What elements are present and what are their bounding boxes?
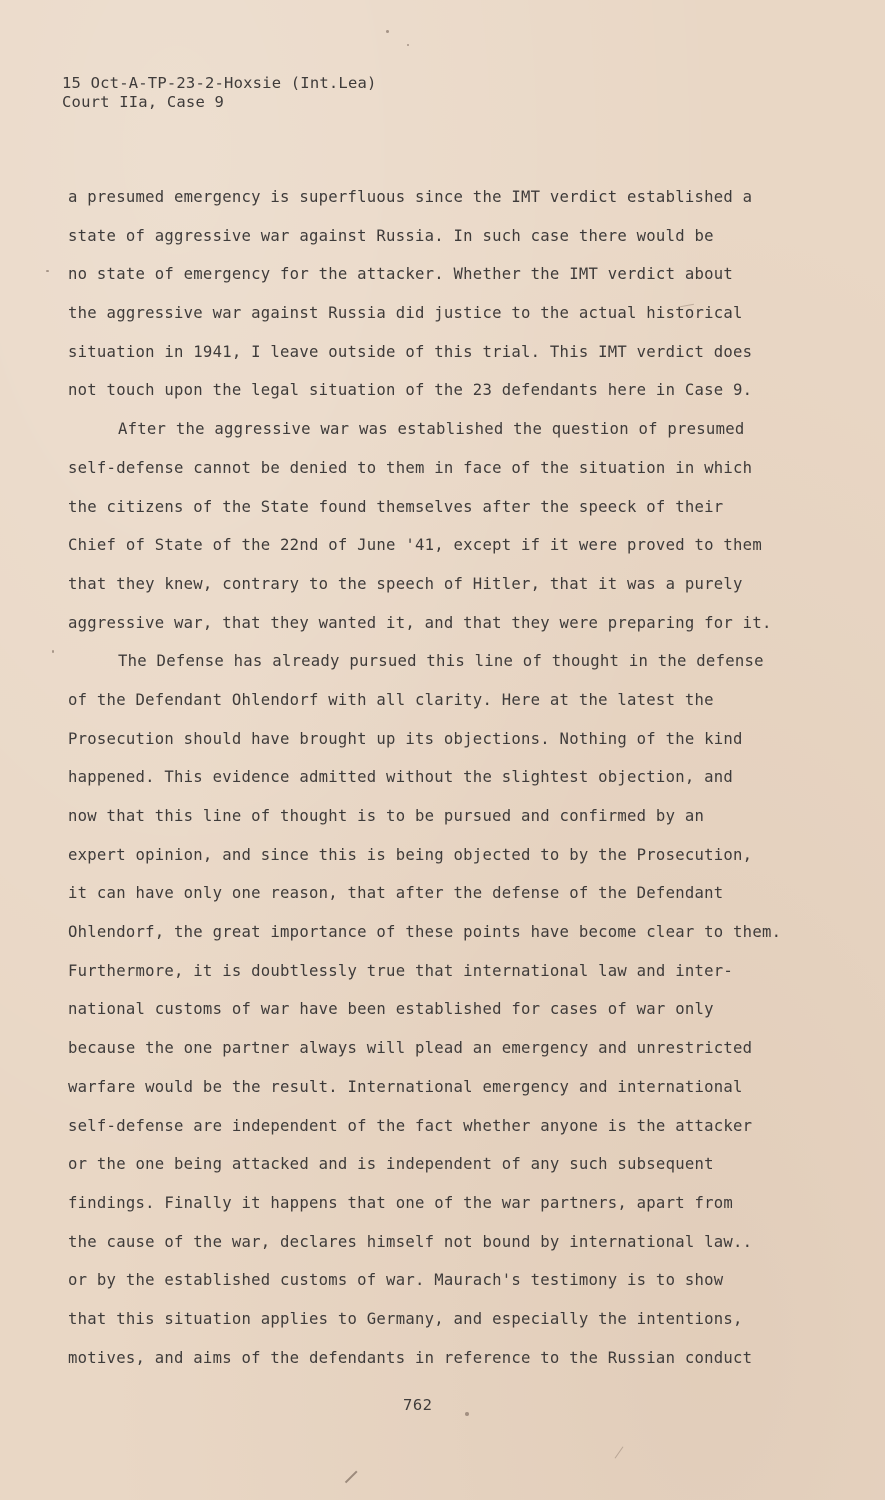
- scan-speck: [52, 650, 54, 653]
- body-line: Furthermore, it is doubtlessly true that international law and inter-: [68, 961, 734, 980]
- body-line: that they knew, contrary to the speech of Hitler, that it was a purely: [68, 574, 743, 593]
- document-body: [68, 185, 808, 1384]
- body-line: self-defense are independent of the fact whether anyone is the attacker: [68, 1116, 753, 1135]
- pen-stroke-mark: [615, 1446, 624, 1458]
- body-line: that this situation applies to Germany, and especially the intentions,: [68, 1309, 743, 1328]
- body-line: no state of emergency for the attacker. Whether the IMT verdict about: [68, 265, 734, 284]
- body-line: self-defense cannot be denied to them in face of the situation in which: [68, 458, 753, 477]
- scan-speck: [407, 44, 409, 46]
- body-line: situation in 1941, I leave outside of this trial. This IMT verdict does: [68, 342, 753, 361]
- document-header: [62, 74, 377, 112]
- pen-stroke-mark: [345, 1471, 357, 1483]
- body-line: Prosecution should have brought up its objections. Nothing of the kind: [68, 729, 743, 748]
- body-line: expert opinion, and since this is being objected to by the Prosecution,: [68, 845, 753, 864]
- body-line: happened. This evidence admitted without the slightest objection, and: [68, 768, 734, 787]
- body-line: warfare would be the result. International emergency and international: [68, 1077, 743, 1096]
- body-line: Ohlendorf, the great importance of these points have become clear to them.: [68, 923, 782, 942]
- body-line: national customs of war have been established for cases of war only: [68, 1000, 714, 1019]
- body-line: or by the established customs of war. Maurach's testimony is to show: [68, 1271, 724, 1290]
- body-line: Chief of State of the 22nd of June '41, except if it were proved to them: [68, 536, 762, 555]
- header-court-line: Court IIa, Case 9: [62, 93, 225, 111]
- body-line: a presumed emergency is superfluous since the IMT verdict established a: [68, 188, 753, 206]
- body-line: not touch upon the legal situation of the 23 defendants here in Case 9.: [68, 381, 753, 400]
- scan-speck: [386, 30, 389, 33]
- body-line: because the one partner always will plead an emergency and unrestricted: [68, 1039, 753, 1058]
- scan-speck: [46, 270, 49, 272]
- body-line: aggressive war, that they wanted it, and that they were preparing for it.: [68, 613, 772, 632]
- body-line: The Defense has already pursued this line of thought in the defense: [118, 652, 764, 671]
- body-line: now that this line of thought is to be pursued and confirmed by an: [68, 807, 705, 825]
- body-line: or the one being attacked and is independent of any such subsequent: [68, 1155, 714, 1174]
- body-line: it can have only one reason, that after the defense of the Defendant: [68, 884, 724, 903]
- body-line: After the aggressive war was established the question of presumed: [118, 420, 745, 439]
- body-line: the aggressive war against Russia did justice to the actual historical: [68, 304, 743, 323]
- body-line: the citizens of the State found themselves after the speeck of their: [68, 497, 724, 516]
- body-line: findings. Finally it happens that one of the war partners, apart from: [68, 1193, 734, 1212]
- body-line: state of aggressive war against Russia. In such case there would be: [68, 226, 714, 245]
- body-line: of the Defendant Ohlendorf with all clarity. Here at the latest the: [68, 690, 714, 709]
- page-number: 762: [403, 1396, 433, 1414]
- header-reference-line: 15 Oct-A-TP-23-2-Hoxsie (Int.Lea): [62, 74, 377, 92]
- scan-speck: [465, 1412, 469, 1416]
- body-line: the cause of the war, declares himself not bound by international law..: [68, 1232, 753, 1251]
- body-line: motives, and aims of the defendants in reference to the Russian conduct: [68, 1348, 753, 1367]
